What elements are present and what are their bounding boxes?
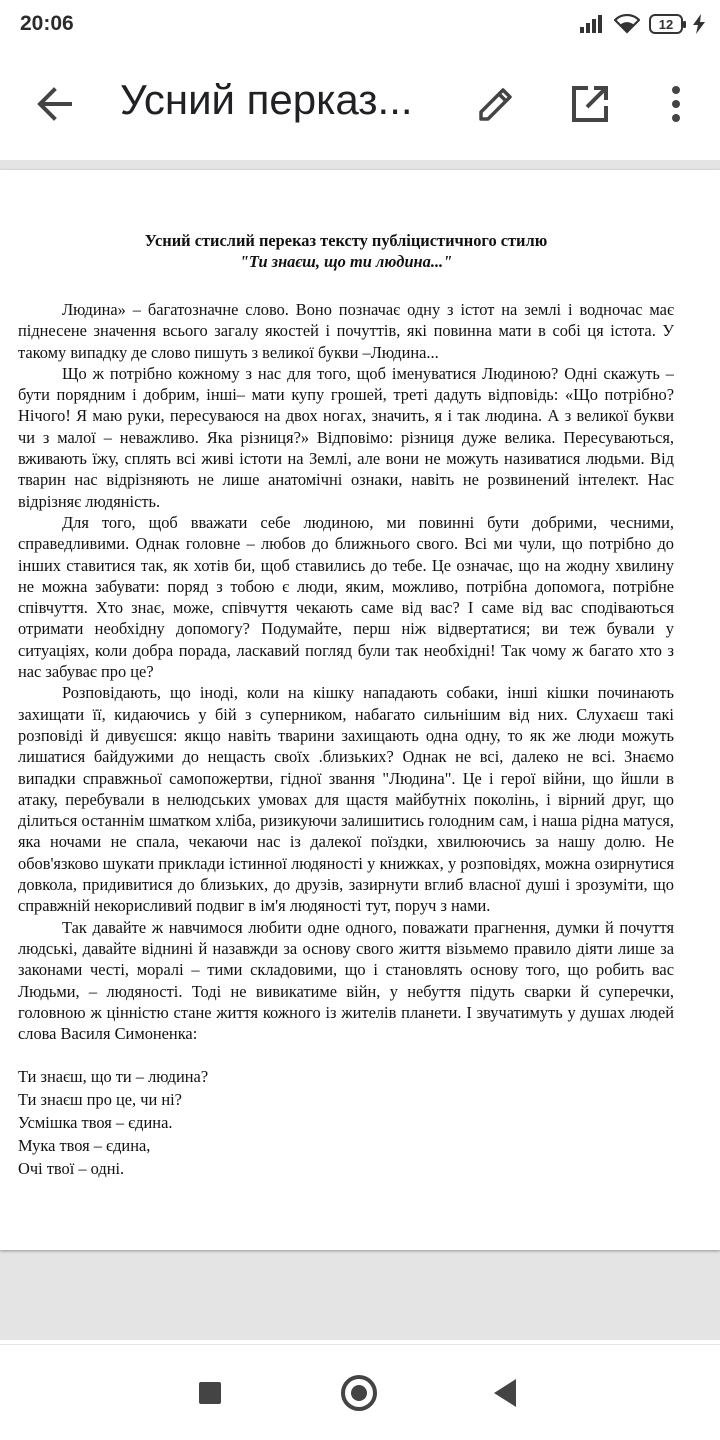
charging-icon	[692, 14, 706, 34]
document-subheading: "Ти знаєш, що ти людина..."	[239, 252, 453, 271]
paragraph: Людина» – багатозначне слово. Воно позначає одну з істот на землі і водночас має піднесене значення всього загалу якостей і почуттів, які повинна мати в собі ця істота. У такому випадку де слово пишуть з великої букви –Людина...	[18, 300, 674, 362]
arrow-back-icon	[30, 80, 78, 128]
paragraph: Для того, щоб вважати себе людиною, ми повинні бути добрими, чесними, справедливими. Однак головне – любов до ближнього свого. Всі ми чули, що потрібно до інших ставитися так, як хотів би, щоб ставились до тебе. Це означає, що на жодну хвилину не можна забувати: поряд з тобою є люди, яким, можливо, потрібна допомога, потрібне співчуття. Хто знає, може, співчуття чекають саме від вас? І саме від вас сподіваються отримати необхідну допомогу? Подумайте, перш ніж відвертатися; ви теж бували у ситуаціях, коли добра порада, ласкавий погляд були так необхідні! Так чому ж багато хто з нас забуває про це?	[18, 512, 674, 682]
recents-square-icon[interactable]	[199, 1382, 221, 1404]
document-heading: Усний стислий переказ тексту публіцистичного стилю	[144, 231, 548, 250]
paragraph: Так давайте ж навчимося любити одне одного, поважати прагнення, думки й почуття людські, давайте віднині й назавжди за основу свого життя візьмемо правило діяти лише за законами честі, моралі – тими складовими, що і становлять основу того, що робить вас Людьми, – людяності. Тоді не вивикатиме війн, у небуття підуть сварки й суперечки, головною ж цінністю стане життя кожного із жителів планети. І звучатимуть у душах людей слова Василя Симоненка:	[18, 917, 674, 1044]
document-body	[18, 230, 674, 1180]
open-external-button[interactable]	[566, 80, 614, 128]
battery-level: 12	[658, 16, 674, 32]
paragraph: Що ж потрібно кожному з нас для того, щоб іменуватися Людиною? Одні скажуть – бути порядним і добрим, інші– мати купу грошей, треті дадуть відповідь: «Що потрібно? Нічого! Я маю руки, пересуваюся на двох ногах, значить, я і так людина. А з великої букви чи з малої – неважливо. Яка різниця?» Відповімо: різниця дуже велика. Пересуваються, вживають їжу, сплять всі живі істоти на Землі, але вони не можуть називатися людьми. Від тварин нас відрізняють не лише анатомічні ознаки, навіть не розвинений інтелект. Нас відрізняє людяність.	[18, 363, 674, 511]
signal-icon	[579, 15, 605, 33]
document-viewer[interactable]	[0, 160, 720, 1340]
app-bar	[0, 48, 720, 160]
pencil-icon	[472, 80, 520, 128]
home-circle-icon[interactable]	[341, 1375, 377, 1411]
home-circle-inner	[351, 1385, 367, 1401]
battery-icon	[649, 14, 683, 34]
status-time: 20:06	[20, 12, 74, 35]
poem-line: Ти знаєш про це, чи ні?	[18, 1090, 182, 1110]
document-page	[0, 170, 720, 1250]
status-bar	[0, 0, 720, 48]
poem-line: Очі твої – одні.	[18, 1159, 125, 1179]
status-icons	[579, 13, 706, 35]
wifi-icon	[614, 14, 640, 34]
poem-line: Усмішка твоя – єдина.	[18, 1113, 173, 1133]
paragraph: Розповідають, що іноді, коли на кішку нападають собаки, інші кішки починають захищати її, кидаючись у бій з суперником, набагато сильнішим від них. Слухаєш такі розповіді й дивуєшся: якщо навіть тварини захищають одна одну, то як же люди можуть лишатися байдужими до нещасть своїх .близьких? Однак не всі, далеко не всі. Знаємо випадки справжньої самопожертви, гідної звання "Людина". Це і герої війни, що йшли в атаку, перебували в нелюдських умовах для щастя майбутніх поколінь, і вірний друг, що ділиться останнім шматком хліба, ризикуючи залишитись голодним сам, і наша рідна матуся, яка ночами не спала, чекаючи нас із далекої поїздки, хвилюючись за нашу долю. Не обов'язково шукати приклади істинної людяності у книжках, у розповідях, можна озирнутися довкола, придивитися до близьких, до друзів, зазирнути вглиб власної душі і зрозуміти, що справжній некорисливий подвиг в ім'я людяності тут, поруч з нами.	[18, 683, 674, 916]
more-options-button[interactable]	[652, 80, 700, 128]
back-triangle-icon[interactable]	[494, 1379, 516, 1407]
back-button[interactable]	[30, 80, 78, 128]
poem-line: Мука твоя – єдина,	[18, 1136, 151, 1156]
system-navigation-bar	[0, 1344, 720, 1440]
open-external-icon	[566, 80, 614, 128]
more-vert-icon	[652, 80, 700, 128]
poem	[18, 1065, 674, 1180]
edit-button[interactable]	[472, 80, 520, 128]
document-title: Усний перказ...	[120, 76, 413, 123]
poem-line: Ти знаєш, що ти – людина?	[18, 1067, 209, 1087]
